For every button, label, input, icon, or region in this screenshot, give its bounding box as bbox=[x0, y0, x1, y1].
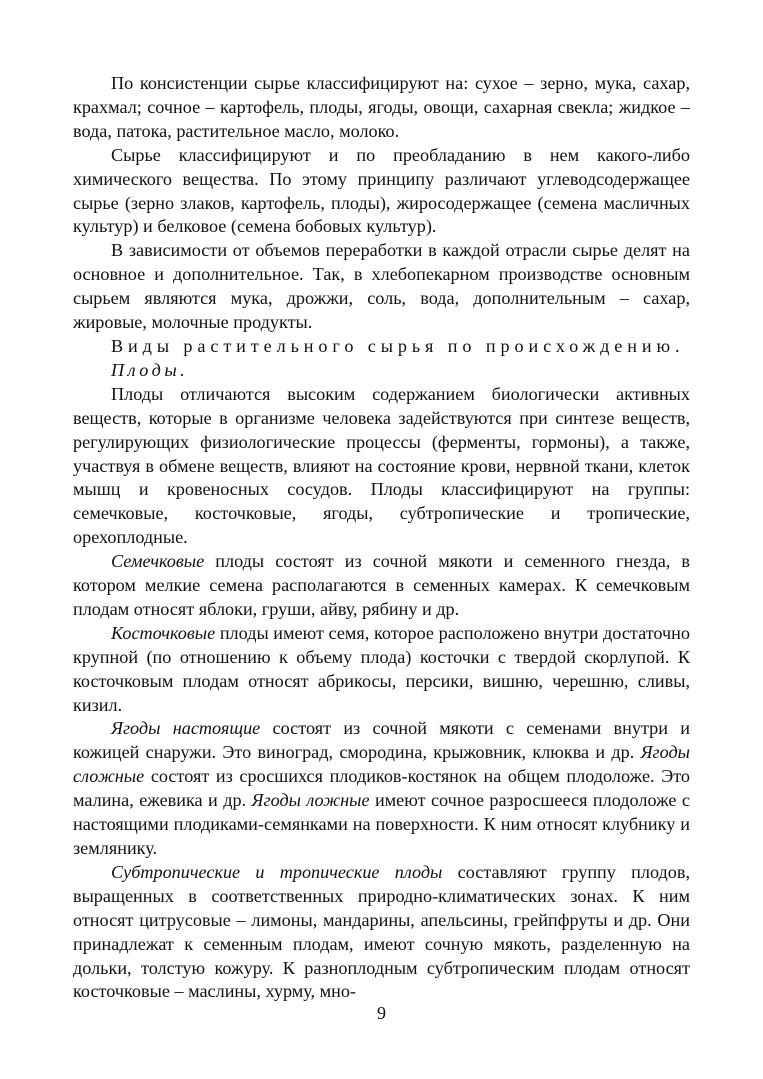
text-compound-berries: состоят из сросшихся плодиков-костянок на общем плодоложе. Это малина, ежевика и др. bbox=[73, 766, 690, 811]
subsection-heading: Плоды. bbox=[111, 359, 189, 380]
text-true-berries: состоят из сочной мякоти с семенами внутри и кожицей снаружи. Это виноград, смородина, крыжовник, клюква и др. bbox=[73, 718, 690, 763]
paragraph-stone bbox=[73, 622, 690, 718]
paragraph-pome bbox=[73, 550, 690, 622]
page-number: 9 bbox=[377, 1003, 386, 1023]
term-stone: Косточковые bbox=[111, 622, 216, 643]
text-tropical: составляют группу плодов, выращенных в соответственных природно-климатических зонах. К ним относят цитрусовые – лимоны, мандарины, апельсины, грейпфруты и др. Они принадлежат к семенным плодам, имеют сочную мякоть, разделенную на дольки, толстую кожуру. К разноплодным субтропическим плодам относят косточковые – маслины, хурму, мно- bbox=[73, 861, 690, 1002]
paragraph-tropical bbox=[73, 861, 690, 1004]
text-pome: плоды состоят из сочной мякоти и семенного гнезда, в котором мелкие семена располагаются в семенных камерах. К семечковым плодам относят яблоки, груши, айву, рябину и др. bbox=[73, 551, 690, 619]
term-tropical: Субтропические и тропические плоды bbox=[111, 861, 443, 882]
term-compound-berries: Ягоды сложные bbox=[73, 742, 690, 787]
paragraph-consistency: По консистенции сырье классифицируют на: сухое – зерно, мука, сахар, крахмал; сочное – картофель, плоды, ягоды, овощи, сахарная свекла; жидкое – вода, патока, растительное масло, молоко. bbox=[73, 73, 690, 141]
term-pome: Семечковые bbox=[111, 551, 205, 572]
paragraph-chemical: Сырье классифицируют и по преобладанию в нем какого-либо химического вещества. По этому принципу различают углеводсодержащее сырье (зерно злаков, картофель, плоды), жиросодержащее (семена масличных культур) и белковое (семена бобовых культур). bbox=[73, 144, 690, 237]
text-false-berries: имеют сочное разросшееся плодоложе с настоящими плодиками-семянками на поверхности. К ним относят клубнику и землянику. bbox=[73, 790, 690, 858]
paragraph-fruits-intro: Плоды отличаются высоким содержанием биологически активных веществ, которые в организме человека задействуются при синтезе веществ, регулирующих физиологические процессы (ферменты, гормоны), а также, участвуя в обмене веществ, влияют на состояние крови, нервной ткани, клеток мышц и кровеносных сосудов. Плоды классифицируют на группы: семечковые, косточковые, ягоды, субтропические и тропические, орехоплодные. bbox=[73, 383, 690, 548]
term-true-berries: Ягоды настоящие bbox=[111, 718, 261, 739]
subheading-paragraph bbox=[73, 359, 690, 383]
document-page bbox=[73, 72, 690, 1004]
paragraph-berries bbox=[73, 717, 690, 860]
paragraph-processing: В зависимости от объемов переработки в каждой отрасли сырье делят на основное и дополнительное. Так, в хлебопекарном производстве основным сырьем являются мука, дрожжи, соль, вода, дополнительным – сахар, жировые, молочные продукты. bbox=[73, 240, 690, 333]
text-stone: плоды имеют семя, которое расположено внутри достаточно крупной (по отношению к объему плода) косточки с твердой скорлупой. К косточковым плодам относят абрикосы, персики, вишню, черешню, сливы, кизил. bbox=[73, 622, 690, 715]
term-false-berries: Ягоды ложные bbox=[251, 790, 370, 811]
section-heading: Виды растительного сырья по происхождению. bbox=[111, 335, 685, 356]
